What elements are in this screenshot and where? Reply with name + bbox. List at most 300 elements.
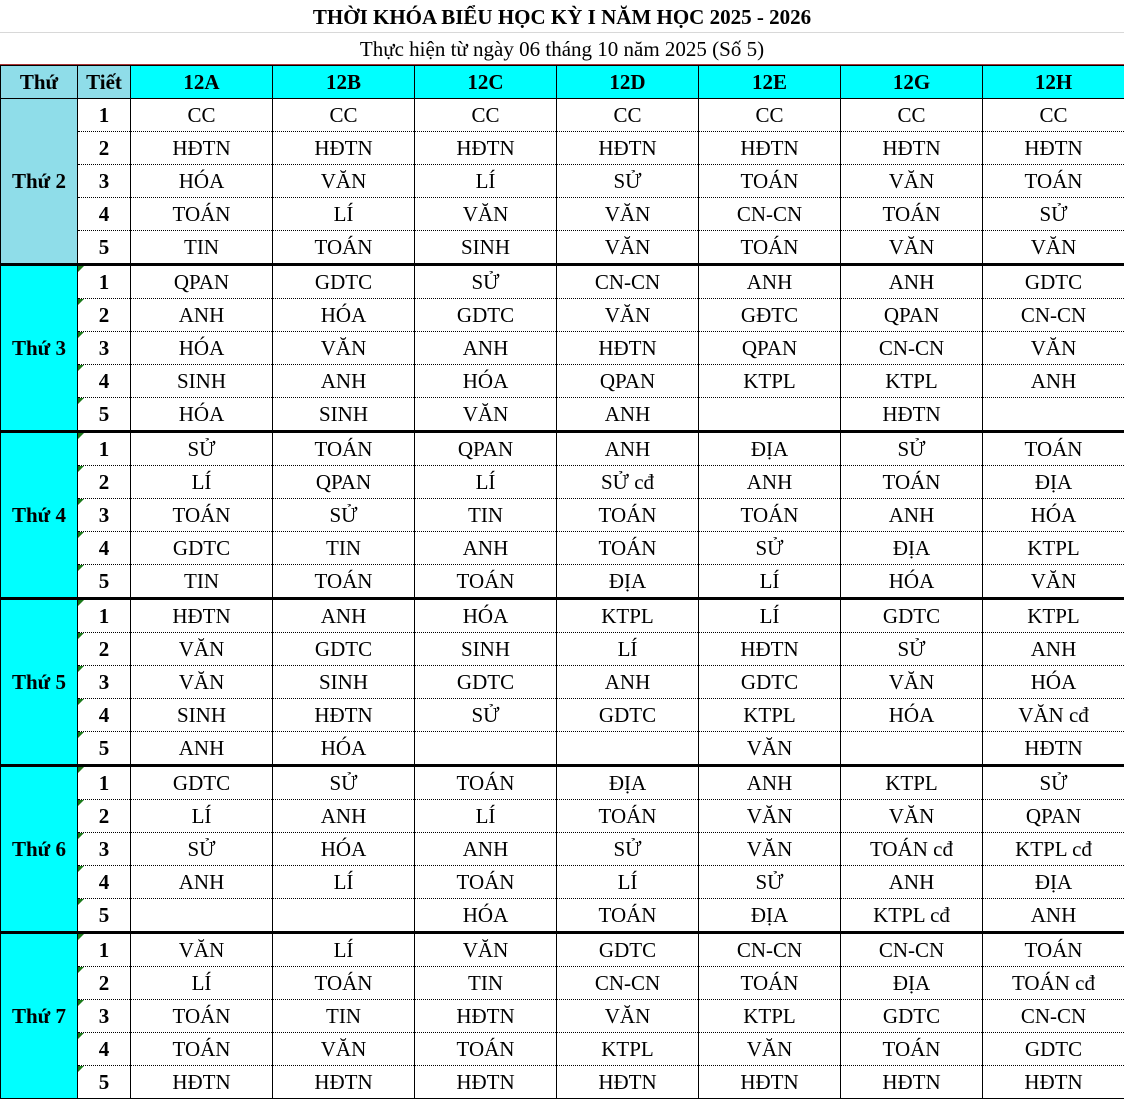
subject-cell[interactable]: TIN <box>415 499 557 532</box>
table-row <box>1 432 1124 466</box>
subject-cell[interactable]: ANH <box>983 899 1124 933</box>
subject-cell[interactable]: SINH <box>131 699 273 732</box>
period-number[interactable] <box>78 933 131 967</box>
subject-cell[interactable]: VĂN <box>983 231 1124 265</box>
subject-cell[interactable]: ANH <box>273 599 415 633</box>
subject-cell[interactable]: ANH <box>557 432 699 466</box>
comment-indicator-icon <box>78 299 84 305</box>
subject-cell[interactable]: ANH <box>699 766 841 800</box>
subject-cell[interactable]: SỬ <box>557 165 699 198</box>
table-row <box>1 132 1124 165</box>
subject-cell[interactable]: LÍ <box>273 933 415 967</box>
subject-cell[interactable]: HĐTN <box>983 132 1124 165</box>
comment-indicator-icon <box>78 532 84 538</box>
period-number[interactable] <box>78 967 131 1000</box>
subject-cell[interactable]: LÍ <box>557 633 699 666</box>
period-number-text: 1 <box>99 103 110 127</box>
subject-cell[interactable]: QPAN <box>699 332 841 365</box>
subject-cell[interactable]: VĂN <box>415 933 557 967</box>
subject-cell[interactable]: TOÁN <box>841 198 983 231</box>
subject-cell[interactable]: HĐTN <box>983 1066 1124 1099</box>
subject-cell[interactable]: TIN <box>415 967 557 1000</box>
subject-cell[interactable]: HÓA <box>983 499 1124 532</box>
subject-cell[interactable]: ĐỊA <box>557 565 699 599</box>
subject-cell[interactable]: SỬ <box>415 699 557 732</box>
period-number-text: 1 <box>99 604 110 628</box>
period-number[interactable] <box>78 499 131 532</box>
period-number[interactable] <box>78 332 131 365</box>
subject-cell[interactable]: SỬ <box>131 432 273 466</box>
table-row <box>1 633 1124 666</box>
day-label[interactable]: Thứ 2 <box>1 99 78 265</box>
header-period[interactable]: Tiết <box>78 66 131 99</box>
subject-cell[interactable]: TOÁN <box>273 967 415 1000</box>
header-class-12h[interactable]: 12H <box>983 66 1124 99</box>
subject-cell[interactable]: TOÁN <box>273 565 415 599</box>
subject-cell[interactable]: HĐTN <box>699 132 841 165</box>
period-number[interactable] <box>78 1000 131 1033</box>
timetable-title: THỜI KHÓA BIỂU HỌC KỲ I NĂM HỌC 2025 - 2026 <box>0 0 1124 33</box>
subject-cell[interactable]: ĐỊA <box>983 866 1124 899</box>
subject-cell[interactable]: TOÁN <box>557 532 699 565</box>
subject-cell[interactable]: ANH <box>557 666 699 699</box>
period-number[interactable] <box>78 833 131 866</box>
subject-cell[interactable]: TIN <box>273 532 415 565</box>
period-number[interactable] <box>78 365 131 398</box>
table-row <box>1 967 1124 1000</box>
header-class-12b[interactable]: 12B <box>273 66 415 99</box>
subject-cell[interactable]: HĐTN <box>557 132 699 165</box>
subject-cell[interactable]: HĐTN <box>841 132 983 165</box>
subject-cell[interactable]: TOÁN <box>273 231 415 265</box>
subject-cell[interactable] <box>557 732 699 766</box>
subject-cell[interactable]: HĐTN <box>699 633 841 666</box>
subject-cell[interactable]: CN-CN <box>699 198 841 231</box>
subject-cell[interactable]: HĐTN <box>273 699 415 732</box>
subject-cell[interactable]: HÓA <box>273 833 415 866</box>
subject-cell[interactable]: SỬ cđ <box>557 466 699 499</box>
subject-cell[interactable]: TOÁN cđ <box>841 833 983 866</box>
subject-cell[interactable]: GDTC <box>273 633 415 666</box>
subject-cell[interactable]: CN-CN <box>983 299 1124 332</box>
subject-cell[interactable]: KTPL <box>841 766 983 800</box>
subject-cell[interactable]: HÓA <box>983 666 1124 699</box>
subject-cell[interactable]: TOÁN <box>699 165 841 198</box>
subject-cell[interactable]: HĐTN <box>557 1066 699 1099</box>
subject-cell[interactable]: HÓA <box>841 699 983 732</box>
subject-cell[interactable] <box>131 899 273 933</box>
subject-cell[interactable]: ĐỊA <box>841 532 983 565</box>
subject-cell[interactable]: SỬ <box>273 766 415 800</box>
subject-cell[interactable]: SINH <box>415 231 557 265</box>
subject-cell[interactable]: SINH <box>415 633 557 666</box>
subject-cell[interactable]: LÍ <box>415 466 557 499</box>
subject-cell[interactable]: HĐTN <box>983 732 1124 766</box>
subject-cell[interactable]: QPAN <box>841 299 983 332</box>
day-label[interactable]: Thứ 3 <box>1 265 78 432</box>
subject-cell[interactable]: CC <box>699 99 841 132</box>
subject-cell[interactable]: SỬ <box>983 766 1124 800</box>
subject-cell[interactable]: HĐTN <box>415 1066 557 1099</box>
day-label[interactable]: Thứ 5 <box>1 599 78 766</box>
table-row <box>1 666 1124 699</box>
period-number[interactable] <box>78 899 131 933</box>
header-row <box>1 66 1124 99</box>
period-number-text: 2 <box>99 971 110 995</box>
subject-cell[interactable]: CC <box>131 99 273 132</box>
day-label[interactable]: Thứ 7 <box>1 933 78 1099</box>
subject-cell[interactable]: HĐTN <box>557 332 699 365</box>
subject-cell[interactable]: TOÁN <box>983 165 1124 198</box>
subject-cell[interactable]: LÍ <box>699 565 841 599</box>
subject-cell[interactable] <box>415 732 557 766</box>
period-number[interactable] <box>78 165 131 198</box>
subject-cell[interactable]: KTPL <box>557 599 699 633</box>
subject-cell[interactable]: VĂN <box>557 299 699 332</box>
subject-cell[interactable]: KTPL <box>699 365 841 398</box>
subject-cell[interactable]: ANH <box>841 265 983 299</box>
period-number-text: 3 <box>99 503 110 527</box>
table-row <box>1 265 1124 299</box>
subject-cell[interactable]: HÓA <box>415 599 557 633</box>
subject-cell[interactable]: LÍ <box>273 198 415 231</box>
table-row <box>1 499 1124 532</box>
subject-cell[interactable]: HĐTN <box>273 132 415 165</box>
subject-cell[interactable] <box>983 398 1124 432</box>
subject-cell[interactable]: VĂN <box>699 833 841 866</box>
subject-cell[interactable]: CC <box>557 99 699 132</box>
subject-cell[interactable]: HĐTN <box>841 398 983 432</box>
timetable-subtitle: Thực hiện từ ngày 06 tháng 10 năm 2025 (Số 5) <box>0 33 1124 65</box>
subject-cell[interactable]: GDTC <box>983 1033 1124 1066</box>
subject-cell[interactable]: LÍ <box>415 800 557 833</box>
subject-cell[interactable]: SINH <box>273 666 415 699</box>
subject-cell[interactable]: ĐỊA <box>699 432 841 466</box>
subject-cell[interactable]: GDTC <box>841 1000 983 1033</box>
subject-cell[interactable]: TOÁN <box>415 866 557 899</box>
subject-cell[interactable]: QPAN <box>131 265 273 299</box>
subject-cell[interactable]: CN-CN <box>557 265 699 299</box>
period-number-text: 4 <box>99 870 110 894</box>
subject-cell[interactable]: TOÁN <box>557 800 699 833</box>
period-number[interactable] <box>78 732 131 766</box>
table-row <box>1 198 1124 231</box>
subject-cell[interactable]: TOÁN <box>983 933 1124 967</box>
subject-cell[interactable]: TOÁN <box>131 499 273 532</box>
subject-cell[interactable]: CC <box>273 99 415 132</box>
subject-cell[interactable]: VĂN <box>699 732 841 766</box>
period-number[interactable] <box>78 1033 131 1066</box>
subject-cell[interactable]: VĂN <box>841 231 983 265</box>
subject-cell[interactable]: VĂN <box>699 800 841 833</box>
subject-cell[interactable]: TOÁN <box>131 198 273 231</box>
subject-cell[interactable]: SỬ <box>131 833 273 866</box>
subject-cell[interactable]: VĂN <box>131 666 273 699</box>
subject-cell[interactable]: TOÁN <box>415 1033 557 1066</box>
period-number[interactable] <box>78 633 131 666</box>
table-row <box>1 532 1124 565</box>
period-number[interactable] <box>78 231 131 265</box>
header-class-12g[interactable]: 12G <box>841 66 983 99</box>
subject-cell[interactable]: ANH <box>415 332 557 365</box>
subject-cell[interactable]: VĂN <box>557 1000 699 1033</box>
subject-cell[interactable]: TOÁN <box>699 231 841 265</box>
subject-cell[interactable]: GDTC <box>983 265 1124 299</box>
subject-cell[interactable]: VĂN <box>983 332 1124 365</box>
header-class-12a[interactable]: 12A <box>131 66 273 99</box>
comment-indicator-icon <box>78 732 84 738</box>
period-number[interactable] <box>78 398 131 432</box>
table-row <box>1 332 1124 365</box>
subject-cell[interactable]: ANH <box>415 532 557 565</box>
subject-cell[interactable]: ANH <box>131 866 273 899</box>
subject-cell[interactable]: KTPL <box>841 365 983 398</box>
subject-cell[interactable]: SỬ <box>983 198 1124 231</box>
subject-cell[interactable]: KTPL <box>983 532 1124 565</box>
subject-cell[interactable]: GDTC <box>131 532 273 565</box>
period-number-text: 5 <box>99 903 110 927</box>
subject-cell[interactable]: SỬ <box>841 432 983 466</box>
subject-cell[interactable]: VĂN <box>841 800 983 833</box>
subject-cell[interactable]: ANH <box>983 633 1124 666</box>
subject-cell[interactable]: ANH <box>841 866 983 899</box>
subject-cell[interactable]: VĂN <box>841 666 983 699</box>
subject-cell[interactable]: HÓA <box>131 332 273 365</box>
subject-cell[interactable]: TOÁN <box>699 967 841 1000</box>
table-row <box>1 231 1124 265</box>
period-number-text: 4 <box>99 202 110 226</box>
subject-cell[interactable]: TOÁN cđ <box>983 967 1124 1000</box>
period-number[interactable] <box>78 599 131 633</box>
period-number-text: 2 <box>99 470 110 494</box>
header-class-12d[interactable]: 12D <box>557 66 699 99</box>
period-number[interactable] <box>78 766 131 800</box>
subject-cell[interactable]: VĂN <box>273 1033 415 1066</box>
subject-cell[interactable]: LÍ <box>131 967 273 1000</box>
period-number[interactable] <box>78 466 131 499</box>
subject-cell[interactable]: CN-CN <box>557 967 699 1000</box>
subject-cell[interactable]: ANH <box>273 800 415 833</box>
period-number-text: 1 <box>99 938 110 962</box>
period-number-text: 1 <box>99 437 110 461</box>
table-row <box>1 833 1124 866</box>
day-label[interactable]: Thứ 4 <box>1 432 78 599</box>
subject-cell[interactable]: CN-CN <box>841 933 983 967</box>
subject-cell[interactable]: VĂN <box>131 633 273 666</box>
period-number-text: 5 <box>99 569 110 593</box>
period-number[interactable] <box>78 1066 131 1099</box>
period-number[interactable] <box>78 666 131 699</box>
period-number[interactable] <box>78 532 131 565</box>
period-number[interactable] <box>78 198 131 231</box>
subject-cell[interactable]: GDTC <box>415 666 557 699</box>
period-number-text: 2 <box>99 136 110 160</box>
subject-cell[interactable]: QPAN <box>983 800 1124 833</box>
subject-cell[interactable]: ANH <box>699 265 841 299</box>
subject-cell[interactable]: HĐTN <box>131 132 273 165</box>
header-class-12c[interactable]: 12C <box>415 66 557 99</box>
subject-cell[interactable]: TIN <box>131 231 273 265</box>
period-number[interactable] <box>78 432 131 466</box>
subject-cell[interactable]: KTPL <box>983 599 1124 633</box>
period-number[interactable] <box>78 299 131 332</box>
subject-cell[interactable]: QPAN <box>273 466 415 499</box>
subject-cell[interactable]: ANH <box>557 398 699 432</box>
period-number-text: 2 <box>99 303 110 327</box>
subject-cell[interactable]: ANH <box>131 732 273 766</box>
table-row <box>1 800 1124 833</box>
subject-cell[interactable]: VĂN <box>415 198 557 231</box>
subject-cell[interactable]: ANH <box>415 833 557 866</box>
timetable <box>0 65 1124 1099</box>
period-number[interactable] <box>78 99 131 132</box>
subject-cell[interactable] <box>273 899 415 933</box>
subject-cell[interactable]: VĂN <box>415 398 557 432</box>
subject-cell[interactable]: TOÁN <box>557 499 699 532</box>
period-number[interactable] <box>78 565 131 599</box>
subject-cell[interactable]: TOÁN <box>557 899 699 933</box>
subject-cell[interactable]: KTPL cđ <box>841 899 983 933</box>
subject-cell[interactable]: VĂN <box>557 198 699 231</box>
subject-cell[interactable]: ANH <box>273 365 415 398</box>
subject-cell[interactable]: VĂN <box>131 933 273 967</box>
subject-cell[interactable]: ĐỊA <box>699 899 841 933</box>
subject-cell[interactable]: LÍ <box>131 800 273 833</box>
subject-cell[interactable]: QPAN <box>557 365 699 398</box>
subject-cell[interactable]: TOÁN <box>983 432 1124 466</box>
table-row <box>1 933 1124 967</box>
subject-cell[interactable] <box>699 398 841 432</box>
subject-cell[interactable]: KTPL <box>699 1000 841 1033</box>
subject-cell[interactable]: GDTC <box>273 265 415 299</box>
subject-cell[interactable]: GDTC <box>415 299 557 332</box>
subject-cell[interactable]: HÓA <box>273 732 415 766</box>
table-row <box>1 766 1124 800</box>
subject-cell[interactable]: LÍ <box>699 599 841 633</box>
subject-cell[interactable]: ĐỊA <box>983 466 1124 499</box>
subject-cell[interactable]: TOÁN <box>273 432 415 466</box>
subject-cell[interactable]: HÓA <box>131 398 273 432</box>
subject-cell[interactable]: KTPL <box>557 1033 699 1066</box>
subject-cell[interactable]: GĐTC <box>699 299 841 332</box>
period-number[interactable] <box>78 132 131 165</box>
subject-cell[interactable]: QPAN <box>415 432 557 466</box>
subject-cell[interactable]: TOÁN <box>131 1033 273 1066</box>
period-number[interactable] <box>78 800 131 833</box>
subject-cell[interactable]: TOÁN <box>415 766 557 800</box>
subject-cell[interactable]: ANH <box>699 466 841 499</box>
subject-cell[interactable]: HĐTN <box>415 1000 557 1033</box>
period-number[interactable] <box>78 866 131 899</box>
subject-cell[interactable]: HĐTN <box>841 1066 983 1099</box>
subject-cell[interactable]: HĐTN <box>131 599 273 633</box>
subject-cell[interactable]: ĐỊA <box>557 766 699 800</box>
comment-indicator-icon <box>78 800 84 806</box>
subject-cell[interactable]: KTPL cđ <box>983 833 1124 866</box>
subject-cell[interactable]: SINH <box>273 398 415 432</box>
subject-cell[interactable]: SỬ <box>699 532 841 565</box>
period-number-text: 1 <box>99 771 110 795</box>
subject-cell[interactable]: LÍ <box>131 466 273 499</box>
header-class-12e[interactable]: 12E <box>699 66 841 99</box>
subject-cell[interactable]: GDTC <box>131 766 273 800</box>
subject-cell[interactable]: VĂN <box>699 1033 841 1066</box>
subject-cell[interactable]: TOÁN <box>415 565 557 599</box>
subject-cell[interactable]: LÍ <box>273 866 415 899</box>
comment-indicator-icon <box>78 666 84 672</box>
subject-cell[interactable]: CN-CN <box>983 1000 1124 1033</box>
period-number[interactable] <box>78 265 131 299</box>
subject-cell[interactable]: VĂN <box>983 565 1124 599</box>
subject-cell[interactable]: HÓA <box>415 365 557 398</box>
subject-cell[interactable]: TOÁN <box>131 1000 273 1033</box>
subject-cell[interactable]: CC <box>983 99 1124 132</box>
subject-cell[interactable]: GDTC <box>557 699 699 732</box>
comment-indicator-icon <box>78 332 84 338</box>
subject-cell[interactable]: ANH <box>983 365 1124 398</box>
subject-cell[interactable]: SỬ <box>415 265 557 299</box>
subject-cell[interactable]: TIN <box>273 1000 415 1033</box>
subject-cell[interactable] <box>841 732 983 766</box>
subject-cell[interactable]: HÓA <box>841 565 983 599</box>
subject-cell[interactable]: HĐTN <box>415 132 557 165</box>
subject-cell[interactable]: CN-CN <box>699 933 841 967</box>
subject-cell[interactable]: ANH <box>841 499 983 532</box>
period-number-text: 3 <box>99 670 110 694</box>
subject-cell[interactable]: SINH <box>131 365 273 398</box>
table-row <box>1 599 1124 633</box>
subject-cell[interactable]: HÓA <box>415 899 557 933</box>
header-day[interactable]: Thứ <box>1 66 78 99</box>
subject-cell[interactable]: HĐTN <box>273 1066 415 1099</box>
subject-cell[interactable]: TOÁN <box>841 1033 983 1066</box>
subject-cell[interactable]: GDTC <box>557 933 699 967</box>
subject-cell[interactable]: LÍ <box>415 165 557 198</box>
table-row <box>1 1066 1124 1099</box>
subject-cell[interactable]: KTPL <box>699 699 841 732</box>
subject-cell[interactable]: TIN <box>131 565 273 599</box>
subject-cell[interactable]: HĐTN <box>699 1066 841 1099</box>
day-label[interactable]: Thứ 6 <box>1 766 78 933</box>
subject-cell[interactable]: VĂN cđ <box>983 699 1124 732</box>
subject-cell[interactable]: VĂN <box>557 231 699 265</box>
comment-indicator-icon <box>78 466 84 472</box>
subject-cell[interactable]: TOÁN <box>699 499 841 532</box>
subject-cell[interactable]: SỬ <box>273 499 415 532</box>
subject-cell[interactable]: GDTC <box>841 599 983 633</box>
period-number-text: 3 <box>99 336 110 360</box>
subject-cell[interactable]: HÓA <box>131 165 273 198</box>
subject-cell[interactable]: CN-CN <box>841 332 983 365</box>
table-row <box>1 1033 1124 1066</box>
subject-cell[interactable]: GDTC <box>699 666 841 699</box>
subject-cell[interactable]: CC <box>841 99 983 132</box>
subject-cell[interactable]: LÍ <box>557 866 699 899</box>
subject-cell[interactable]: VĂN <box>273 332 415 365</box>
subject-cell[interactable]: VĂN <box>273 165 415 198</box>
subject-cell[interactable]: TOÁN <box>841 466 983 499</box>
subject-cell[interactable]: ANH <box>131 299 273 332</box>
subject-cell[interactable]: ĐỊA <box>841 967 983 1000</box>
subject-cell[interactable]: HÓA <box>273 299 415 332</box>
subject-cell[interactable]: SỬ <box>699 866 841 899</box>
subject-cell[interactable]: HĐTN <box>131 1066 273 1099</box>
subject-cell[interactable]: CC <box>415 99 557 132</box>
subject-cell[interactable]: VĂN <box>841 165 983 198</box>
subject-cell[interactable]: SỬ <box>557 833 699 866</box>
subject-cell[interactable]: SỬ <box>841 633 983 666</box>
period-number[interactable] <box>78 699 131 732</box>
